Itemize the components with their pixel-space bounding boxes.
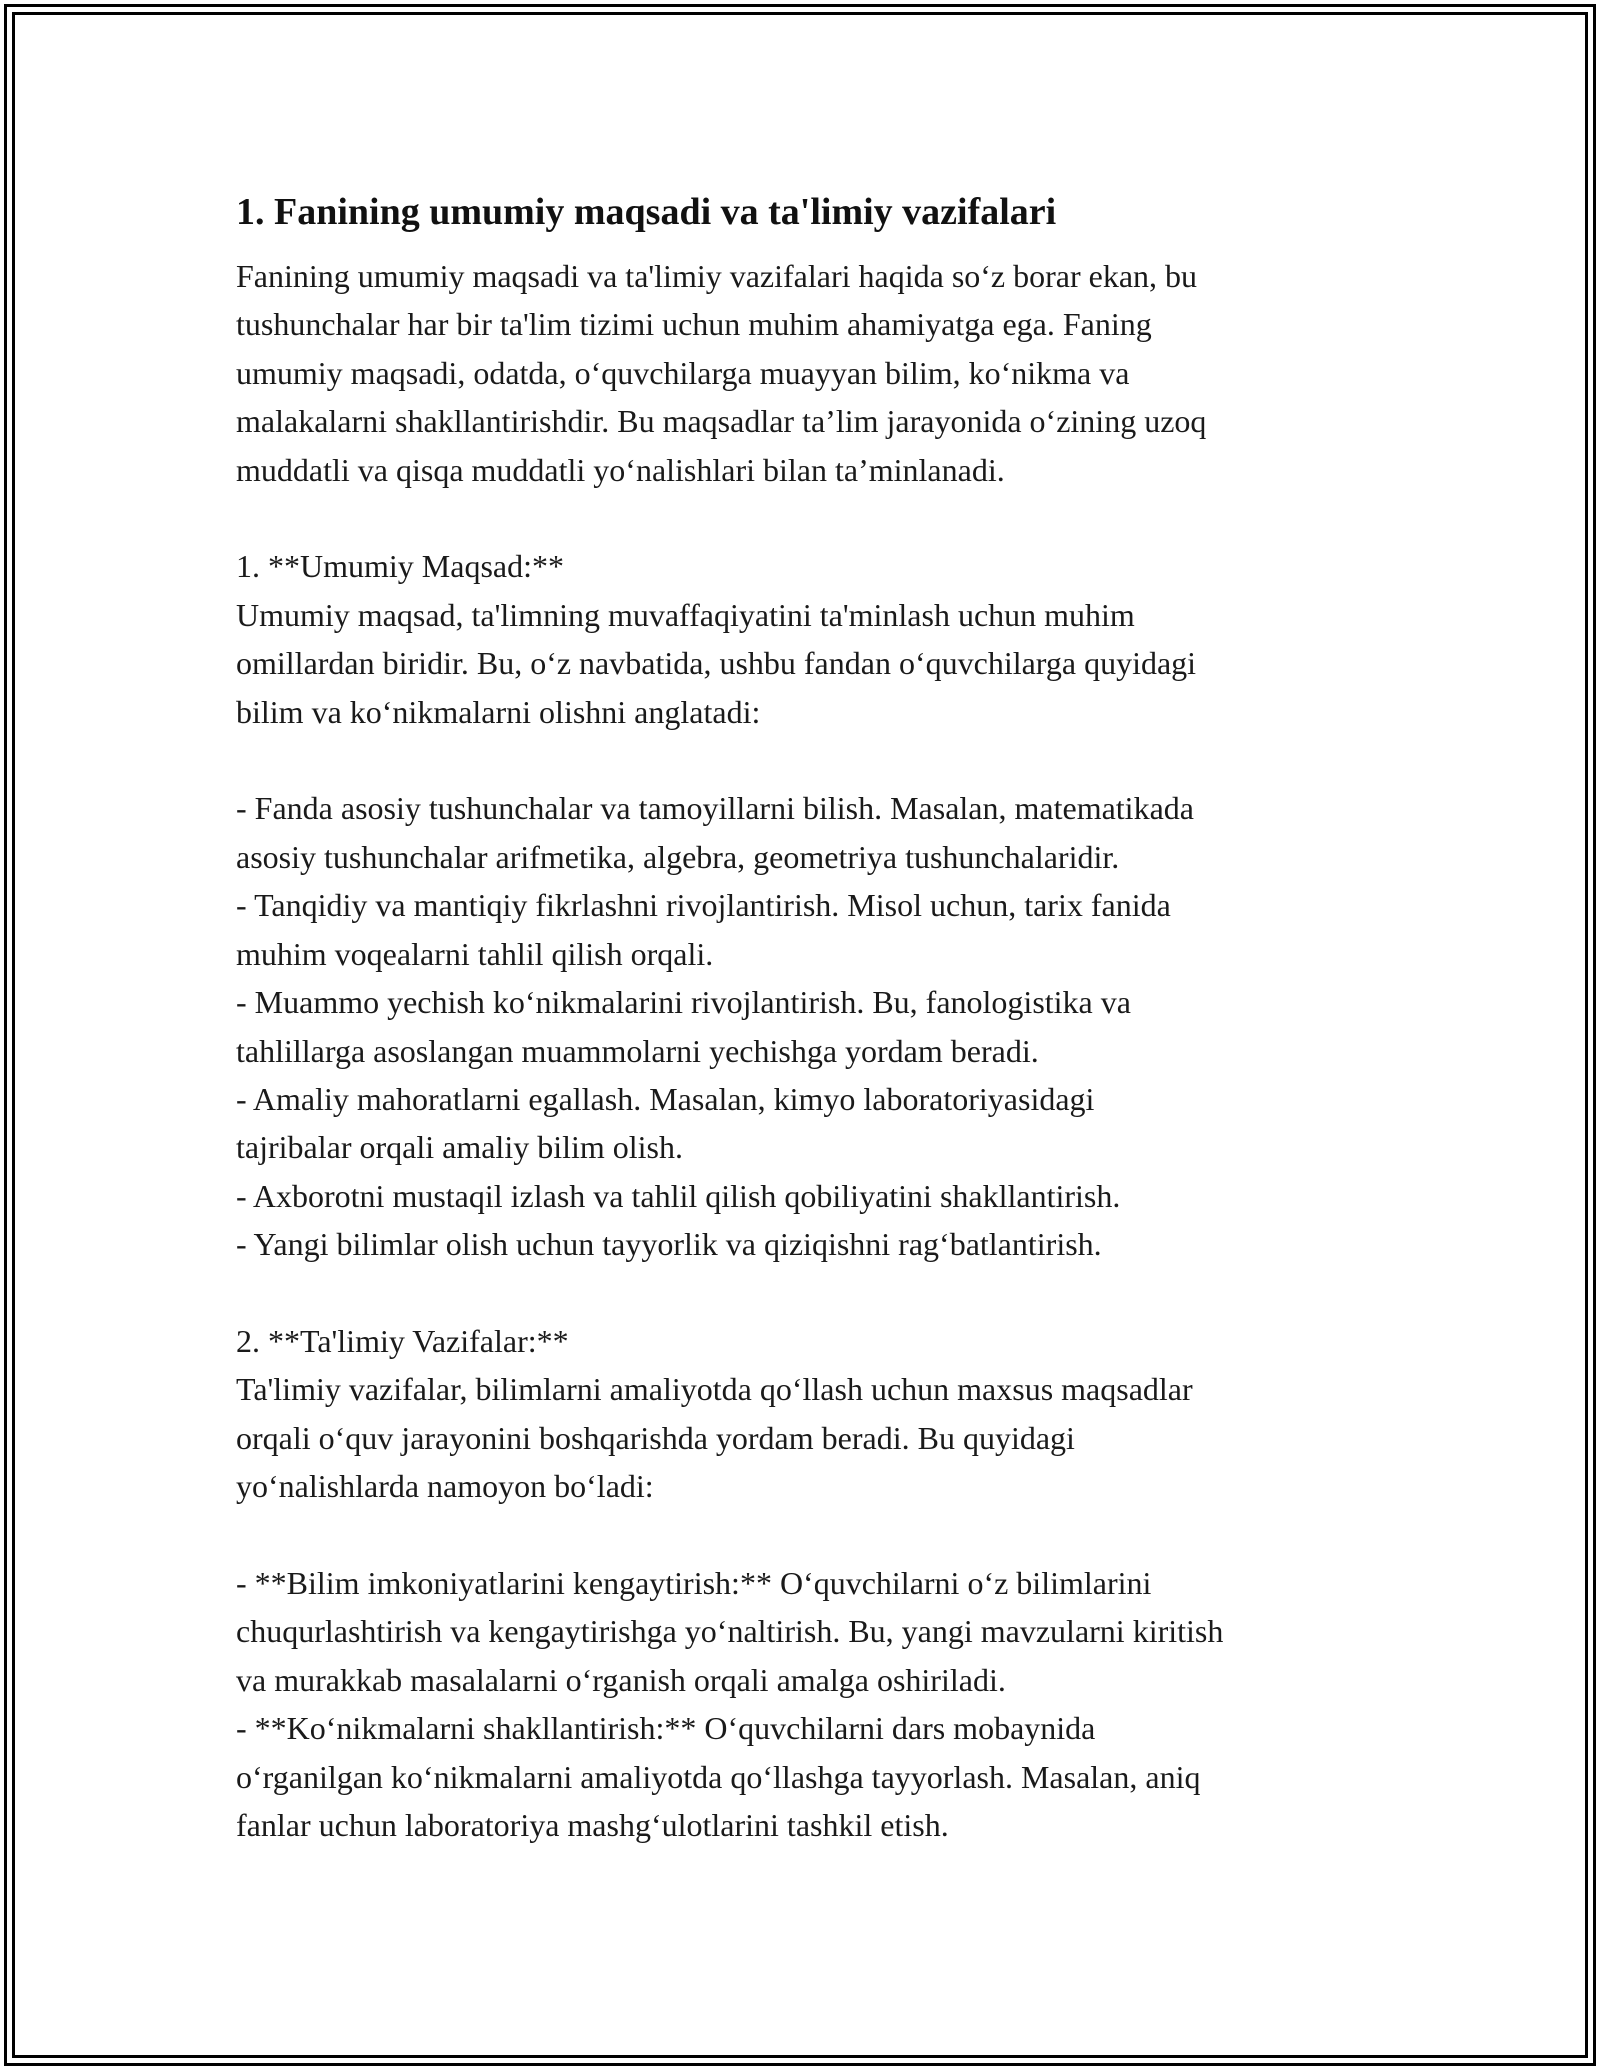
document-body: Fanining umumiy maqsadi va ta'limiy vazifalari haqida so‘z borar ekan, bu tushunchalar har bir ta'lim tizimi uchun muhim ahamiyatga ega. Faning umumiy maqsadi, odatda, o‘quvchilarga muayyan bilim, ko‘nikma va malakalarni shakllantirishdir. Bu maqsadlar ta’lim jarayonida o‘zining uzoq muddatli va qisqa muddatli yo‘nalishlari bilan ta’minlanadi. 1. **Umumiy Maqsad:** Umumiy maqsad, ta'limning muvaffaqiyatini ta'minlash uchun muhim omillardan biridir. Bu, o‘z navbatida, ushbu fandan o‘quvchilarga quyidagi bilim va ko‘nikmalarni olishni anglatadi: - Fanda asosiy tushunchalar va tamoyillarni bilish. Masalan, matematikada asosiy tushunchalar arifmetika, algebra, geometriya tushunchalaridir. - Tanqidiy va mantiqiy fikrlashni rivojlantirish. Misol uchun, tarix fanida muhim voqealarni tahlil qilish orqali. - Muammo yechish ko‘nikmalarini rivojlantirish. Bu, fanologistika va tahlillarga asoslangan muammolarni yechishga yordam beradi. - Amaliy mahoratlarni egallash. Masalan, kimyo laboratoriyasidagi tajribalar orqali amaliy bilim olish. - Axborotni mustaqil izlash va tahlil qilish qobiliyatini shakllantirish. - Yangi bilimlar olish uchun tayyorlik va qiziqishni rag‘batlantirish. 2. **Ta'limiy Vazifalar:** Ta'limiy vazifalar, bilimlarni amaliyotda qo‘llash uchun maxsus maqsadlar orqali o‘quv jarayonini boshqarishda yordam beradi. Bu quyidagi yo‘nalishlarda namoyon bo‘ladi: - **Bilim imkoniyatlarini kengaytirish:** O‘quvchilarni o‘z bilimlarini chuqurlashtirish va kengaytirishga yo‘naltirish. Bu, yangi mavzularni kiritish va murakkab masalalarni o‘rganish orqali amalga oshiriladi. - **Ko‘nikmalarni shakllantirish:** O‘quvchilarni dars mobaynida o‘rganilgan ko‘nikmalarni amaliyotda qo‘llashga tayyorlash. Masalan, aniq fanlar uchun laboratoriya mashg‘ulotlarini tashkil etish. bbox=[236, 258, 1224, 1843]
document-title: 1. Fanining umumiy maqsadi va ta'limiy vazifalari bbox=[236, 191, 1057, 233]
document-content bbox=[236, 186, 1386, 1849]
